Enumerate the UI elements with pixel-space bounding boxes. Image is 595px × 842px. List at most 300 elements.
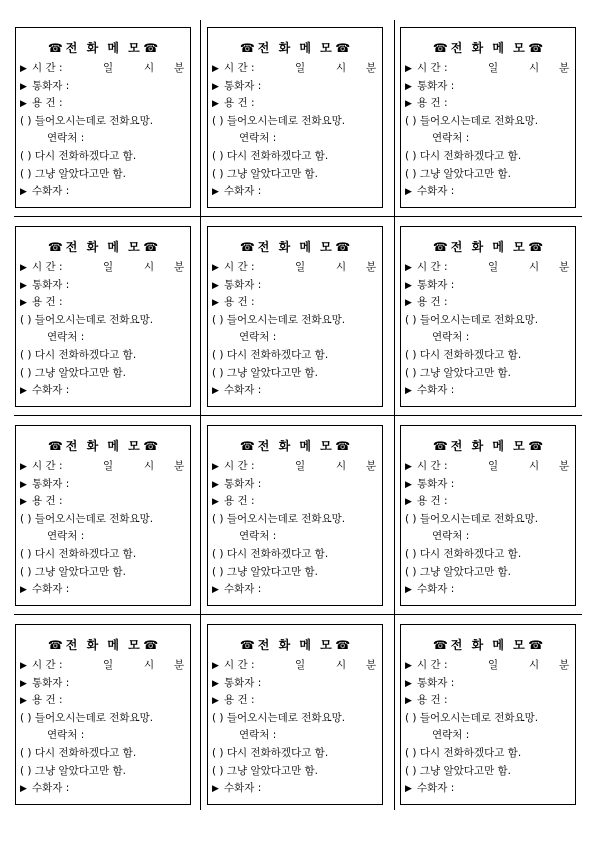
time-row bbox=[20, 62, 185, 75]
contact-label: 연락처 : bbox=[239, 132, 277, 144]
memo-title bbox=[401, 636, 575, 653]
minute-label: 분 bbox=[174, 62, 185, 74]
just-know-option: ( ) 그냥 알았다고만 함. bbox=[212, 765, 319, 777]
memo-title-text: 전 화 메 모 bbox=[65, 439, 143, 453]
receiver-row bbox=[405, 583, 454, 596]
caller-row bbox=[20, 677, 69, 690]
time-row bbox=[405, 261, 570, 274]
caller-row bbox=[212, 80, 261, 93]
caller-label: 통화자 : bbox=[417, 279, 455, 291]
receiver-label: 수화자 : bbox=[32, 782, 70, 794]
hour-label: 시 bbox=[144, 460, 155, 472]
caller-label: 통화자 : bbox=[417, 478, 455, 490]
hour-label: 시 bbox=[529, 261, 540, 273]
contact-row bbox=[20, 530, 84, 542]
will-call-option: ( ) 다시 전화하겠다고 함. bbox=[212, 548, 329, 560]
caller-row bbox=[405, 279, 454, 292]
arrow-right-icon: ▶ bbox=[20, 696, 27, 706]
contact-row bbox=[405, 729, 469, 741]
cut-line-horizontal bbox=[14, 415, 582, 416]
memo-title-text: 전 화 메 모 bbox=[257, 41, 335, 55]
arrow-right-icon: ▶ bbox=[20, 187, 27, 197]
time-row bbox=[212, 659, 377, 672]
subject-row bbox=[405, 694, 448, 707]
telephone-icon: ☎ bbox=[528, 240, 544, 254]
caller-row bbox=[212, 478, 261, 491]
time-row bbox=[405, 62, 570, 75]
callback-option: ( ) 들어오시는데로 전화요망. bbox=[20, 513, 154, 525]
day-label: 일 bbox=[103, 460, 114, 472]
minute-label: 분 bbox=[174, 460, 185, 472]
subject-label: 용 건 : bbox=[32, 694, 63, 706]
will-call-option: ( ) 다시 전화하겠다고 함. bbox=[212, 150, 329, 162]
arrow-right-icon: ▶ bbox=[405, 784, 412, 794]
time-label: 시 간 : bbox=[224, 460, 255, 472]
receiver-row bbox=[212, 185, 261, 198]
contact-row bbox=[405, 530, 469, 542]
memo-title bbox=[401, 437, 575, 454]
caller-row bbox=[405, 478, 454, 491]
telephone-icon: ☎ bbox=[239, 41, 255, 55]
just-know-option: ( ) 그냥 알았다고만 함. bbox=[405, 765, 512, 777]
hour-label: 시 bbox=[529, 460, 540, 472]
minute-label: 분 bbox=[366, 62, 377, 74]
telephone-icon: ☎ bbox=[528, 439, 544, 453]
minute-label: 분 bbox=[559, 62, 570, 74]
contact-label: 연락처 : bbox=[47, 331, 85, 343]
will-call-option: ( ) 다시 전화하겠다고 함. bbox=[20, 349, 137, 361]
arrow-right-icon: ▶ bbox=[405, 679, 412, 689]
contact-label: 연락처 : bbox=[47, 729, 85, 741]
contact-row bbox=[212, 132, 276, 144]
contact-row bbox=[20, 331, 84, 343]
contact-label: 연락처 : bbox=[432, 132, 470, 144]
arrow-right-icon: ▶ bbox=[20, 64, 27, 74]
memo-title bbox=[208, 238, 382, 255]
telephone-icon: ☎ bbox=[47, 240, 63, 254]
arrow-right-icon: ▶ bbox=[212, 82, 219, 92]
day-label: 일 bbox=[103, 261, 114, 273]
hour-label: 시 bbox=[144, 261, 155, 273]
receiver-row bbox=[20, 583, 69, 596]
contact-label: 연락처 : bbox=[239, 530, 277, 542]
receiver-row bbox=[405, 782, 454, 795]
minute-label: 분 bbox=[366, 460, 377, 472]
caller-label: 통화자 : bbox=[224, 677, 262, 689]
receiver-label: 수화자 : bbox=[224, 185, 262, 197]
contact-label: 연락처 : bbox=[47, 530, 85, 542]
phone-memo-card bbox=[207, 226, 383, 407]
arrow-right-icon: ▶ bbox=[20, 82, 27, 92]
memo-title bbox=[16, 636, 190, 653]
phone-memo-card bbox=[400, 624, 576, 805]
arrow-right-icon: ▶ bbox=[405, 696, 412, 706]
caller-row bbox=[20, 478, 69, 491]
caller-row bbox=[20, 279, 69, 292]
telephone-icon: ☎ bbox=[335, 41, 351, 55]
arrow-right-icon: ▶ bbox=[405, 99, 412, 109]
receiver-row bbox=[212, 384, 261, 397]
arrow-right-icon: ▶ bbox=[405, 281, 412, 291]
callback-option: ( ) 들어오시는데로 전화요망. bbox=[20, 712, 154, 724]
minute-label: 분 bbox=[559, 460, 570, 472]
hour-label: 시 bbox=[144, 659, 155, 671]
arrow-right-icon: ▶ bbox=[405, 462, 412, 472]
minute-label: 분 bbox=[559, 261, 570, 273]
will-call-option: ( ) 다시 전화하겠다고 함. bbox=[212, 747, 329, 759]
receiver-row bbox=[212, 583, 261, 596]
contact-row bbox=[212, 530, 276, 542]
contact-row bbox=[405, 331, 469, 343]
arrow-right-icon: ▶ bbox=[212, 263, 219, 273]
receiver-label: 수화자 : bbox=[224, 583, 262, 595]
hour-label: 시 bbox=[529, 62, 540, 74]
memo-title-text: 전 화 메 모 bbox=[450, 439, 528, 453]
time-label: 시 간 : bbox=[417, 62, 448, 74]
phone-memo-card bbox=[207, 624, 383, 805]
contact-row bbox=[405, 132, 469, 144]
memo-title-text: 전 화 메 모 bbox=[65, 638, 143, 652]
contact-row bbox=[212, 331, 276, 343]
memo-title-text: 전 화 메 모 bbox=[450, 41, 528, 55]
arrow-right-icon: ▶ bbox=[212, 679, 219, 689]
memo-title bbox=[16, 437, 190, 454]
contact-label: 연락처 : bbox=[432, 530, 470, 542]
receiver-row bbox=[405, 384, 454, 397]
time-label: 시 간 : bbox=[32, 659, 63, 671]
receiver-label: 수화자 : bbox=[224, 384, 262, 396]
subject-row bbox=[212, 694, 255, 707]
subject-label: 용 건 : bbox=[32, 296, 63, 308]
callback-option: ( ) 들어오시는데로 전화요망. bbox=[212, 513, 346, 525]
memo-title-text: 전 화 메 모 bbox=[450, 240, 528, 254]
memo-title bbox=[208, 39, 382, 56]
arrow-right-icon: ▶ bbox=[20, 661, 27, 671]
phone-memo-card bbox=[15, 425, 191, 606]
day-label: 일 bbox=[488, 659, 499, 671]
arrow-right-icon: ▶ bbox=[212, 281, 219, 291]
arrow-right-icon: ▶ bbox=[20, 99, 27, 109]
callback-option: ( ) 들어오시는데로 전화요망. bbox=[405, 115, 539, 127]
arrow-right-icon: ▶ bbox=[212, 661, 219, 671]
subject-label: 용 건 : bbox=[417, 296, 448, 308]
memo-title bbox=[401, 238, 575, 255]
hour-label: 시 bbox=[336, 62, 347, 74]
memo-title-text: 전 화 메 모 bbox=[65, 240, 143, 254]
telephone-icon: ☎ bbox=[47, 439, 63, 453]
phone-memo-card bbox=[400, 425, 576, 606]
will-call-option: ( ) 다시 전화하겠다고 함. bbox=[405, 548, 522, 560]
subject-label: 용 건 : bbox=[224, 97, 255, 109]
arrow-right-icon: ▶ bbox=[212, 298, 219, 308]
arrow-right-icon: ▶ bbox=[405, 585, 412, 595]
caller-label: 통화자 : bbox=[32, 279, 70, 291]
day-label: 일 bbox=[103, 659, 114, 671]
subject-label: 용 건 : bbox=[417, 97, 448, 109]
subject-row bbox=[405, 296, 448, 309]
time-label: 시 간 : bbox=[32, 62, 63, 74]
subject-row bbox=[212, 97, 255, 110]
arrow-right-icon: ▶ bbox=[20, 480, 27, 490]
arrow-right-icon: ▶ bbox=[405, 298, 412, 308]
arrow-right-icon: ▶ bbox=[405, 187, 412, 197]
arrow-right-icon: ▶ bbox=[212, 64, 219, 74]
caller-row bbox=[405, 80, 454, 93]
will-call-option: ( ) 다시 전화하겠다고 함. bbox=[20, 747, 137, 759]
time-row bbox=[405, 659, 570, 672]
arrow-right-icon: ▶ bbox=[405, 480, 412, 490]
subject-label: 용 건 : bbox=[417, 495, 448, 507]
time-row bbox=[212, 460, 377, 473]
day-label: 일 bbox=[103, 62, 114, 74]
arrow-right-icon: ▶ bbox=[20, 386, 27, 396]
contact-row bbox=[20, 729, 84, 741]
time-row bbox=[20, 460, 185, 473]
telephone-icon: ☎ bbox=[47, 41, 63, 55]
memo-title-text: 전 화 메 모 bbox=[450, 638, 528, 652]
contact-label: 연락처 : bbox=[432, 729, 470, 741]
callback-option: ( ) 들어오시는데로 전화요망. bbox=[212, 115, 346, 127]
arrow-right-icon: ▶ bbox=[20, 784, 27, 794]
just-know-option: ( ) 그냥 알았다고만 함. bbox=[405, 168, 512, 180]
memo-title-text: 전 화 메 모 bbox=[257, 439, 335, 453]
contact-label: 연락처 : bbox=[47, 132, 85, 144]
subject-row bbox=[212, 296, 255, 309]
telephone-icon: ☎ bbox=[239, 439, 255, 453]
subject-label: 용 건 : bbox=[32, 97, 63, 109]
receiver-label: 수화자 : bbox=[32, 583, 70, 595]
telephone-icon: ☎ bbox=[528, 41, 544, 55]
time-row bbox=[405, 460, 570, 473]
just-know-option: ( ) 그냥 알았다고만 함. bbox=[212, 168, 319, 180]
arrow-right-icon: ▶ bbox=[20, 281, 27, 291]
just-know-option: ( ) 그냥 알았다고만 함. bbox=[20, 765, 127, 777]
telephone-icon: ☎ bbox=[143, 439, 159, 453]
arrow-right-icon: ▶ bbox=[212, 187, 219, 197]
time-row bbox=[212, 261, 377, 274]
phone-memo-card bbox=[15, 226, 191, 407]
just-know-option: ( ) 그냥 알았다고만 함. bbox=[20, 566, 127, 578]
time-row bbox=[20, 261, 185, 274]
phone-memo-card bbox=[15, 27, 191, 208]
caller-label: 통화자 : bbox=[417, 677, 455, 689]
day-label: 일 bbox=[488, 261, 499, 273]
subject-row bbox=[405, 97, 448, 110]
hour-label: 시 bbox=[336, 261, 347, 273]
memo-title bbox=[208, 636, 382, 653]
arrow-right-icon: ▶ bbox=[20, 497, 27, 507]
receiver-row bbox=[405, 185, 454, 198]
arrow-right-icon: ▶ bbox=[20, 585, 27, 595]
time-label: 시 간 : bbox=[417, 261, 448, 273]
memo-title-text: 전 화 메 모 bbox=[65, 41, 143, 55]
caller-label: 통화자 : bbox=[224, 279, 262, 291]
arrow-right-icon: ▶ bbox=[405, 497, 412, 507]
will-call-option: ( ) 다시 전화하겠다고 함. bbox=[405, 150, 522, 162]
time-label: 시 간 : bbox=[224, 659, 255, 671]
cut-line-horizontal bbox=[14, 614, 582, 615]
caller-label: 통화자 : bbox=[417, 80, 455, 92]
caller-label: 통화자 : bbox=[32, 478, 70, 490]
contact-label: 연락처 : bbox=[432, 331, 470, 343]
subject-row bbox=[20, 296, 63, 309]
callback-option: ( ) 들어오시는데로 전화요망. bbox=[20, 115, 154, 127]
day-label: 일 bbox=[295, 62, 306, 74]
callback-option: ( ) 들어오시는데로 전화요망. bbox=[405, 712, 539, 724]
memo-title-text: 전 화 메 모 bbox=[257, 638, 335, 652]
arrow-right-icon: ▶ bbox=[212, 696, 219, 706]
subject-label: 용 건 : bbox=[224, 694, 255, 706]
arrow-right-icon: ▶ bbox=[405, 64, 412, 74]
memo-title bbox=[16, 238, 190, 255]
arrow-right-icon: ▶ bbox=[405, 661, 412, 671]
contact-row bbox=[212, 729, 276, 741]
minute-label: 분 bbox=[174, 261, 185, 273]
memo-title-text: 전 화 메 모 bbox=[257, 240, 335, 254]
receiver-row bbox=[212, 782, 261, 795]
arrow-right-icon: ▶ bbox=[212, 497, 219, 507]
callback-option: ( ) 들어오시는데로 전화요망. bbox=[212, 314, 346, 326]
hour-label: 시 bbox=[336, 659, 347, 671]
memo-title bbox=[401, 39, 575, 56]
telephone-icon: ☎ bbox=[143, 638, 159, 652]
subject-label: 용 건 : bbox=[224, 296, 255, 308]
caller-label: 통화자 : bbox=[224, 478, 262, 490]
telephone-icon: ☎ bbox=[335, 439, 351, 453]
phone-memo-card bbox=[207, 27, 383, 208]
receiver-label: 수화자 : bbox=[224, 782, 262, 794]
callback-option: ( ) 들어오시는데로 전화요망. bbox=[405, 513, 539, 525]
receiver-label: 수화자 : bbox=[417, 583, 455, 595]
phone-memo-card bbox=[400, 27, 576, 208]
time-label: 시 간 : bbox=[32, 261, 63, 273]
arrow-right-icon: ▶ bbox=[212, 784, 219, 794]
just-know-option: ( ) 그냥 알았다고만 함. bbox=[405, 367, 512, 379]
caller-label: 통화자 : bbox=[32, 80, 70, 92]
will-call-option: ( ) 다시 전화하겠다고 함. bbox=[405, 747, 522, 759]
day-label: 일 bbox=[488, 62, 499, 74]
just-know-option: ( ) 그냥 알았다고만 함. bbox=[20, 168, 127, 180]
phone-memo-card bbox=[207, 425, 383, 606]
will-call-option: ( ) 다시 전화하겠다고 함. bbox=[212, 349, 329, 361]
telephone-icon: ☎ bbox=[432, 41, 448, 55]
subject-label: 용 건 : bbox=[224, 495, 255, 507]
arrow-right-icon: ▶ bbox=[212, 462, 219, 472]
caller-row bbox=[212, 279, 261, 292]
caller-row bbox=[405, 677, 454, 690]
time-label: 시 간 : bbox=[417, 460, 448, 472]
receiver-label: 수화자 : bbox=[32, 384, 70, 396]
cut-line-horizontal bbox=[14, 216, 582, 217]
hour-label: 시 bbox=[336, 460, 347, 472]
receiver-row bbox=[20, 384, 69, 397]
subject-row bbox=[20, 495, 63, 508]
day-label: 일 bbox=[295, 659, 306, 671]
minute-label: 분 bbox=[559, 659, 570, 671]
caller-row bbox=[20, 80, 69, 93]
arrow-right-icon: ▶ bbox=[405, 386, 412, 396]
arrow-right-icon: ▶ bbox=[405, 82, 412, 92]
arrow-right-icon: ▶ bbox=[20, 298, 27, 308]
phone-memo-card bbox=[15, 624, 191, 805]
telephone-icon: ☎ bbox=[143, 41, 159, 55]
time-label: 시 간 : bbox=[224, 62, 255, 74]
contact-label: 연락처 : bbox=[239, 729, 277, 741]
telephone-icon: ☎ bbox=[143, 240, 159, 254]
contact-row bbox=[20, 132, 84, 144]
time-row bbox=[212, 62, 377, 75]
receiver-label: 수화자 : bbox=[417, 384, 455, 396]
day-label: 일 bbox=[295, 460, 306, 472]
telephone-icon: ☎ bbox=[432, 638, 448, 652]
arrow-right-icon: ▶ bbox=[20, 462, 27, 472]
telephone-icon: ☎ bbox=[239, 638, 255, 652]
caller-row bbox=[212, 677, 261, 690]
subject-label: 용 건 : bbox=[417, 694, 448, 706]
telephone-icon: ☎ bbox=[335, 240, 351, 254]
hour-label: 시 bbox=[529, 659, 540, 671]
telephone-icon: ☎ bbox=[528, 638, 544, 652]
arrow-right-icon: ▶ bbox=[212, 585, 219, 595]
receiver-label: 수화자 : bbox=[417, 185, 455, 197]
minute-label: 분 bbox=[366, 261, 377, 273]
arrow-right-icon: ▶ bbox=[20, 679, 27, 689]
telephone-icon: ☎ bbox=[335, 638, 351, 652]
hour-label: 시 bbox=[144, 62, 155, 74]
caller-label: 통화자 : bbox=[32, 677, 70, 689]
day-label: 일 bbox=[295, 261, 306, 273]
arrow-right-icon: ▶ bbox=[212, 386, 219, 396]
minute-label: 분 bbox=[174, 659, 185, 671]
telephone-icon: ☎ bbox=[239, 240, 255, 254]
receiver-row bbox=[20, 185, 69, 198]
memo-title bbox=[208, 437, 382, 454]
arrow-right-icon: ▶ bbox=[405, 263, 412, 273]
just-know-option: ( ) 그냥 알았다고만 함. bbox=[405, 566, 512, 578]
contact-label: 연락처 : bbox=[239, 331, 277, 343]
subject-row bbox=[20, 694, 63, 707]
phone-memo-card bbox=[400, 226, 576, 407]
subject-row bbox=[212, 495, 255, 508]
telephone-icon: ☎ bbox=[47, 638, 63, 652]
telephone-icon: ☎ bbox=[432, 439, 448, 453]
day-label: 일 bbox=[488, 460, 499, 472]
just-know-option: ( ) 그냥 알았다고만 함. bbox=[212, 566, 319, 578]
subject-row bbox=[20, 97, 63, 110]
callback-option: ( ) 들어오시는데로 전화요망. bbox=[20, 314, 154, 326]
callback-option: ( ) 들어오시는데로 전화요망. bbox=[212, 712, 346, 724]
just-know-option: ( ) 그냥 알았다고만 함. bbox=[212, 367, 319, 379]
will-call-option: ( ) 다시 전화하겠다고 함. bbox=[405, 349, 522, 361]
time-label: 시 간 : bbox=[32, 460, 63, 472]
time-label: 시 간 : bbox=[224, 261, 255, 273]
will-call-option: ( ) 다시 전화하겠다고 함. bbox=[20, 150, 137, 162]
will-call-option: ( ) 다시 전화하겠다고 함. bbox=[20, 548, 137, 560]
receiver-label: 수화자 : bbox=[417, 782, 455, 794]
arrow-right-icon: ▶ bbox=[212, 99, 219, 109]
minute-label: 분 bbox=[366, 659, 377, 671]
receiver-label: 수화자 : bbox=[32, 185, 70, 197]
subject-row bbox=[405, 495, 448, 508]
arrow-right-icon: ▶ bbox=[20, 263, 27, 273]
caller-label: 통화자 : bbox=[224, 80, 262, 92]
receiver-row bbox=[20, 782, 69, 795]
arrow-right-icon: ▶ bbox=[212, 480, 219, 490]
just-know-option: ( ) 그냥 알았다고만 함. bbox=[20, 367, 127, 379]
callback-option: ( ) 들어오시는데로 전화요망. bbox=[405, 314, 539, 326]
time-label: 시 간 : bbox=[417, 659, 448, 671]
subject-label: 용 건 : bbox=[32, 495, 63, 507]
